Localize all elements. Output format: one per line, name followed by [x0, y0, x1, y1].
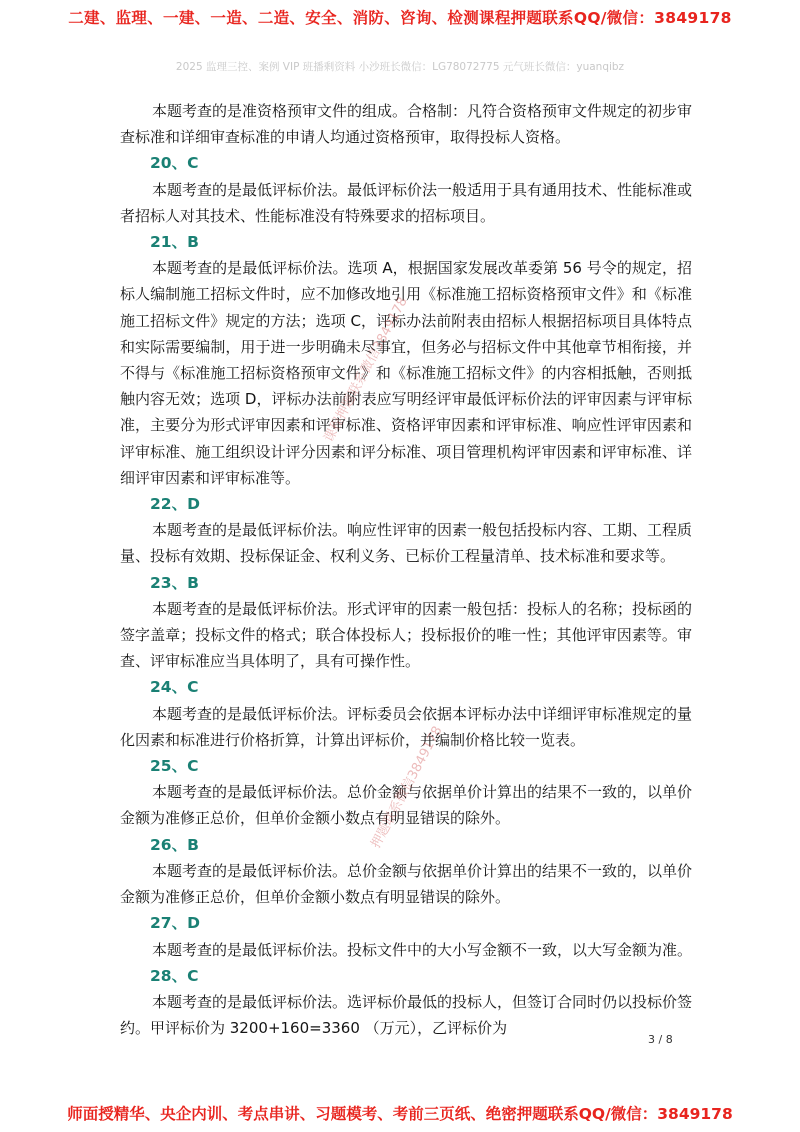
explanation-text: 本题考查的是最低评标价法。总价金额与依据单价计算出的结果不一致的，以单价金额为准修正总价，但单价金额小数点有明显错误的除外。	[120, 783, 693, 828]
explanation-text: 本题考查的是准资格预审文件的组成。合格制：凡符合资格预审文件规定的初步审查标准和详细审查标准的申请人均通过资格预审，取得投标人资格。	[120, 102, 693, 147]
explanation-text: 本题考查的是最低评标价法。投标文件中的大小写金额不一致，以大写金额为准。	[152, 940, 693, 959]
top-banner: 二建、监理、一建、一造、二造、安全、消防、咨询、检测课程押题联系QQ/微信：3849178	[68, 9, 732, 27]
explanation-text: 本题考查的是最低评标价法。形式评审的因素一般包括：投标人的名称；投标函的签字盖章；投标文件的格式；联合体投标人；投标报价的唯一性；其他评审因素等。审查、评审标准应当具体明了，具有可操作性。	[120, 599, 693, 671]
answer-label: 22、D	[150, 495, 200, 514]
explanation-text: 本题考查的是最低评标价法。选评标价最低的投标人，但签订合同时仍以投标价签约。甲评标价为 3200+160=3360 （万元），乙评标价为	[120, 992, 693, 1038]
answer-label: 20、C	[150, 154, 199, 173]
answer-label: 28、C	[150, 966, 199, 985]
explanation-text: 本题考查的是最低评标价法。最低评标价法一般适用于具有通用技术、性能标准或者招标人对其技术、性能标准没有特殊要求的招标项目。	[120, 180, 693, 225]
explanation-text: 本题考查的是最低评标价法。总价金额与依据单价计算出的结果不一致的，以单价金额为准修正总价，但单价金额小数点有明显错误的除外。	[120, 861, 693, 907]
diagonal-watermark-lower: 押题联系微信3849178	[368, 723, 446, 851]
answer-content	[120, 98, 692, 1041]
diagonal-watermark-upper: 课程押题联系微信3849178	[321, 294, 411, 445]
answer-label: 24、C	[150, 678, 199, 697]
explanation-text: 本题考查的是最低评标价法。选项 A，根据国家发展改革委第 56 号令的规定，招标人编制施工招标文件时，应不加修改地引用《标准施工招标资格预审文件》和《标准施工招标文件》规定的方法；选项 C，评标办法前附表由招标人根据招标项目具体特点和实际需要编制，用于进一步明确未尽事宜，但务必与招标文件中其他章节相衔接，并不得与《标准施工招标资格预审文件》和《标准施工招标文件》的内容相抵触，否则抵触内容无效；选项 D，评标办法前附表应写明经评审最低评标价法的评审因素与评审标准，主要分为形式评审因素和评审标准、资格评审因素和评审标准、响应性评审因素和评审标准、施工组织设计评分因素和评分标准、项目管理机构评审因素和评审标准、详细评审因素和评审标准等。	[120, 259, 692, 487]
answer-label: 26、B	[150, 835, 199, 854]
answer-label: 23、B	[150, 573, 199, 592]
page-number: 3 / 8	[648, 1033, 673, 1046]
answer-label: 21、B	[150, 233, 199, 252]
bottom-banner: 师面授精华、央企内训、考点串讲、习题模考、考前三页纸、绝密押题联系QQ/微信：3849178	[67, 1105, 733, 1123]
header-watermark: 2025 监理三控、案例 VIP 班播剩资料 小沙班长微信：LG78072775 元气班长微信：yuanqibz	[175, 61, 625, 73]
answer-label: 25、C	[150, 757, 199, 776]
answer-label: 27、D	[150, 914, 200, 933]
explanation-text: 本题考查的是最低评标价法。评标委员会依据本评标办法中详细评审标准规定的量化因素和标准进行价格折算，计算出评标价，并编制价格比较一览表。	[120, 704, 693, 749]
explanation-text: 本题考查的是最低评标价法。响应性评审的因素一般包括投标内容、工期、工程质量、投标有效期、投标保证金、权利义务、已标价工程量清单、技术标准和要求等。	[120, 521, 693, 566]
